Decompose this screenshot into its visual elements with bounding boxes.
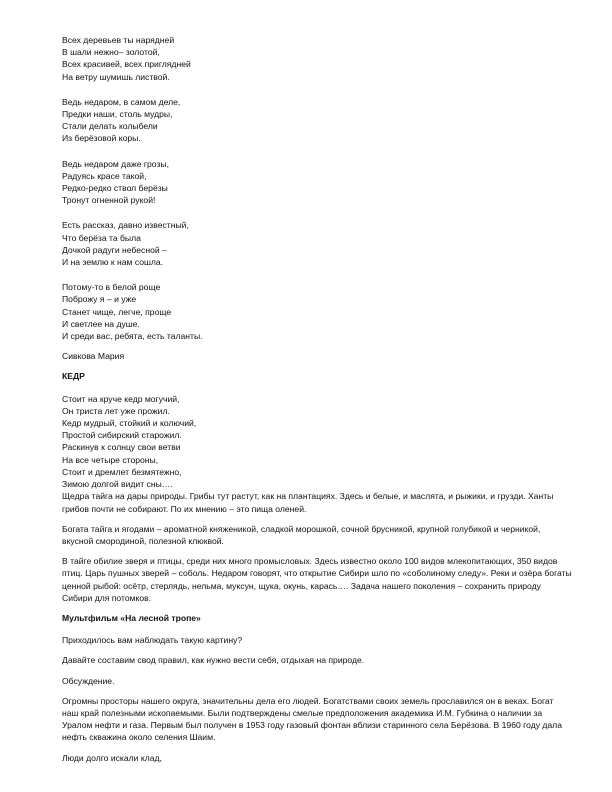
paragraph: В тайге обилие зверя и птицы, среди них много промысловых. Здесь известно около 100 видов млекопитающих, 350 видов птиц. Царь пушных зверей – соболь. Недаром говорят, что открытие Сибири шло по «соболиному следу». Реки и озёра богаты ценной рыбой: осётр, стерлядь, нельма, муксун, щука, окунь, карась…. Задача нашего поколения – сохранить природу Сибири для потомков. xyxy=(62,556,572,603)
section-heading: Мультфильм «На лесной тропе» xyxy=(62,612,201,623)
poem-body xyxy=(62,393,572,491)
poem-line: Стоит и дремлет безмятежно, xyxy=(62,466,182,477)
poem-line: Поброжу я – и уже xyxy=(62,294,137,305)
paragraph: Богата тайга и ягодами – ароматной княженикой, сладкой морошкой, сочной брусникой, крупной голубикой и черникой, вкусной смородиной, полезной клюквой. xyxy=(62,523,541,546)
poem-line: Он триста лет уже прожил. xyxy=(62,405,170,416)
poem-line: Редко-редко ствол берёзы xyxy=(62,183,168,194)
poem-stanza xyxy=(62,219,572,268)
poem-line: Ведь недаром даже грозы, xyxy=(62,158,169,169)
poem-line: Простой сибирский старожил. xyxy=(62,430,182,441)
poem-line: На ветру шумишь листвой. xyxy=(62,71,170,82)
poem-line: В шали нежно– золотой, xyxy=(62,47,160,58)
paragraph: Давайте составим свод правил, как нужно вести себя, отдыхая на природе. xyxy=(62,655,365,666)
cartoon-section xyxy=(62,612,572,764)
paragraph: Люди долго искали клад, xyxy=(62,752,162,763)
poem-author: Сивкова Мария xyxy=(62,351,125,362)
poem-line: Ведь недаром, в самом деле, xyxy=(62,96,181,107)
poem-cedar xyxy=(62,370,572,490)
poem-line: Раскинув к солнцу свои ветви xyxy=(62,442,181,453)
paragraph: Обсуждение. xyxy=(62,675,115,686)
poem-line: И среди вас, ребята, есть таланты. xyxy=(62,331,203,342)
poem-line: На все четыре стороны, xyxy=(62,454,159,465)
poem-line: Предки наши, столь мудры, xyxy=(62,109,173,120)
poem-stanza xyxy=(62,34,572,83)
poem-line: Радуясь красе такой, xyxy=(62,170,147,181)
poem-line: Стоит на круче кедр могучий, xyxy=(62,393,180,404)
poem-line: Что берёза та была xyxy=(62,232,141,243)
poem-title: КЕДР xyxy=(62,371,85,382)
poem-stanza xyxy=(62,96,572,145)
poem-line: Стали делать колыбели xyxy=(62,121,158,132)
poem-line: Потому-то в белой роще xyxy=(62,282,161,293)
poem-birch xyxy=(62,34,572,362)
poem-stanza xyxy=(62,158,572,207)
poem-line: Станет чище, легче, проще xyxy=(62,306,172,317)
poem-line: Тронут огненной рукой! xyxy=(62,195,156,206)
taiga-text xyxy=(62,490,572,604)
poem-line: Есть рассказ, давно известный, xyxy=(62,220,189,231)
poem-line: Кедр мудрый, стойкий и колючий, xyxy=(62,418,197,429)
poem-line: Всех деревьев ты нарядней xyxy=(62,35,175,45)
poem-stanza xyxy=(62,281,572,342)
poem-line: Зимою долгой видит сны…. xyxy=(62,479,173,490)
poem-line: И на землю к нам сошла. xyxy=(62,257,164,268)
poem-line: И светлее на душе. xyxy=(62,318,140,329)
paragraph: Щедра тайга на дары природы. Грибы тут растут, как на плантациях. Здесь и белые, и маслята, и рыжики, и грузди. Ханты грибов почти не собирают. По их мнению – это пища оленей. xyxy=(62,491,554,514)
paragraph: Приходилось вам наблюдать такую картину? xyxy=(62,635,243,646)
paragraph: Огромны просторы нашего округа, значительны дела его людей. Богатствами своих земель прославился он в веках. Богат наш край полезными ископаемыми. Были подтверждены смелые предположения академика И.М. Губкина о наличии за Уралом нефти и газа. Первым был получен в 1953 году газовый фонтан вблизи старинного села Берёзова. В 1960 году дала нефть скважина около селения Шаим. xyxy=(62,695,562,743)
poem-line: Дочкой радуги небесной – xyxy=(62,244,167,255)
poem-line: Из берёзовой коры. xyxy=(62,133,141,144)
poem-line: Всех красивей, всех приглядней xyxy=(62,59,191,70)
